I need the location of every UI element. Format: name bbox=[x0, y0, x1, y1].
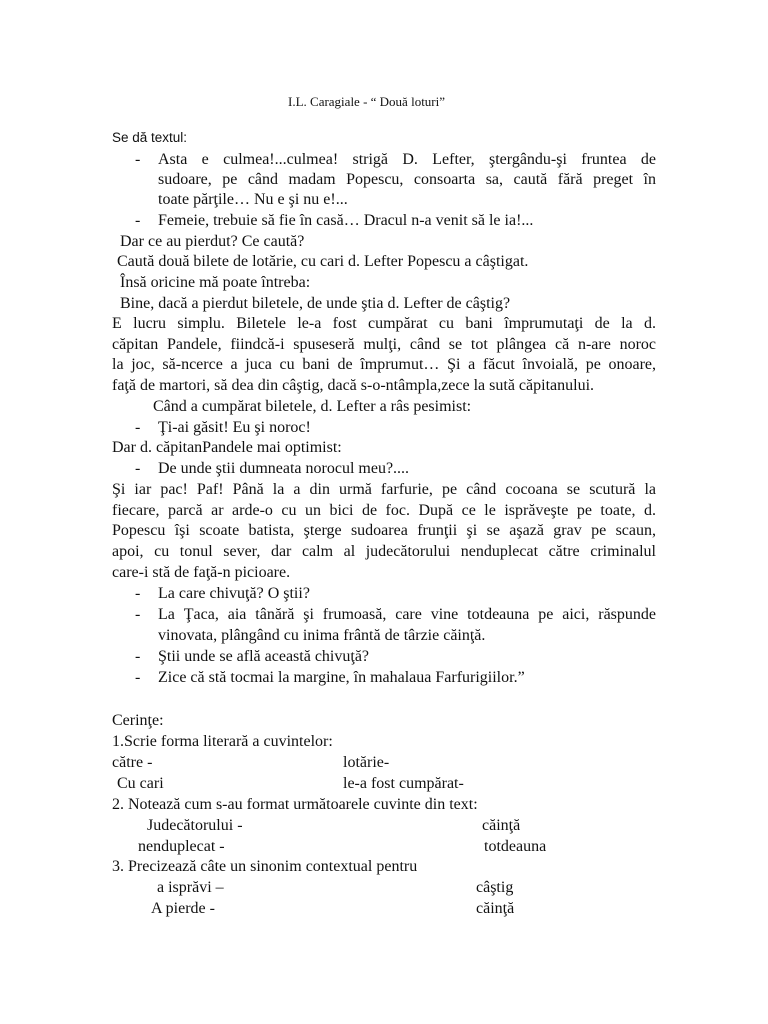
paragraph-line: faţă de martori, să dea din câştig, dacă s-o-ntâmpla,zece la sută căpitanului. bbox=[112, 377, 595, 394]
paragraph-line: Popescu îşi scoate batista, şterge sudoarea frunţii şi se aşază grav pe scaun, bbox=[112, 522, 656, 539]
dialogue-dash: - bbox=[135, 460, 141, 477]
paragraph-line: Când a cumpărat biletele, d. Lefter a râs pesimist: bbox=[153, 398, 472, 415]
dialogue-line: Ţi-ai găsit! Eu şi noroc! bbox=[158, 419, 311, 436]
task-item: A pierde - bbox=[151, 900, 215, 917]
dialogue-line: Zice că stă tocmai la margine, în mahalaua Farfurigiilor.” bbox=[158, 669, 525, 686]
task-item: lotărie- bbox=[343, 754, 390, 771]
task-3: 3. Precizează câte un sinonim contextual pentru bbox=[112, 858, 418, 875]
dialogue-line: vinovata, plângând cu inima frântă de târzie căinţă. bbox=[158, 627, 486, 644]
task-item: Judecătorului - bbox=[147, 817, 243, 834]
dialogue-dash: - bbox=[135, 585, 141, 602]
paragraph-line: Şi iar pac! Paf! Până la a din urmă farfurie, pe când cocoana se scutură la bbox=[112, 481, 656, 498]
paragraph-line: Dar d. căpitanPandele mai optimist: bbox=[112, 439, 342, 456]
task-item: câştig bbox=[476, 879, 514, 896]
dialogue-dash: - bbox=[135, 669, 141, 686]
task-2: 2. Notează cum s-au format următoarele cuvinte din text: bbox=[112, 796, 478, 813]
task-item: le-a fost cumpărat- bbox=[343, 775, 464, 792]
paragraph-line: Dar ce au pierdut? Ce caută? bbox=[120, 233, 305, 250]
dialogue-dash: - bbox=[135, 648, 141, 665]
paragraph-line: E lucru simplu. Biletele le-a fost cumpărat cu bani împrumutaţi de la d. bbox=[112, 315, 656, 332]
dialogue-line: Asta e culmea!...culmea! strigă D. Lefter, ştergându-şi fruntea de bbox=[158, 151, 656, 168]
dialogue-dash: - bbox=[135, 419, 141, 436]
paragraph-line: căpitan Pandele, fiindcă-i spuseseră mulţi, când se tot plângea că n-are noroc bbox=[112, 336, 656, 353]
paragraph-line: apoi, cu tonul sever, dar calm al judecătorului nenduplecat către criminalul bbox=[112, 543, 656, 560]
dialogue-line: Femeie, trebuie să fie în casă… Dracul n-a venit să le ia!... bbox=[158, 212, 534, 229]
task-item: Cu cari bbox=[117, 775, 164, 792]
document-title: I.L. Caragiale - “ Două loturi” bbox=[288, 94, 446, 109]
paragraph-line: fiecare, parcă ar arde-o cu un bici de foc. După ce le isprăveşte pe toate, d. bbox=[112, 502, 656, 519]
task-item: către - bbox=[112, 754, 153, 771]
dialogue-line: La Ţaca, aia tânără şi frumoasă, care vine totdeauna pe aici, răspunde bbox=[158, 606, 656, 623]
paragraph-line: Bine, dacă a pierdut biletele, de unde ştia d. Lefter de câştig? bbox=[120, 295, 511, 312]
dialogue-line: La care chivuţă? O ştii? bbox=[158, 585, 310, 602]
paragraph-line: Caută două bilete de lotărie, cu cari d. Lefter Popescu a câştigat. bbox=[117, 253, 529, 270]
dialogue-line: toate părţile… Nu e şi nu e!... bbox=[158, 191, 348, 208]
paragraph-line: Însă oricine mă poate întreba: bbox=[120, 274, 311, 291]
dialogue-dash: - bbox=[135, 151, 141, 168]
intro-label: Se dă textul: bbox=[112, 130, 188, 145]
task-item: căinţă bbox=[482, 817, 521, 834]
tasks-heading: Cerinţe: bbox=[112, 712, 164, 729]
dialogue-line: sudoare, pe când madam Popescu, consoarta sa, caută fără preget în bbox=[158, 171, 656, 188]
dialogue-line: Ştii unde se află această chivuţă? bbox=[158, 648, 370, 665]
dialogue-line: De unde ştii dumneata norocul meu?.... bbox=[158, 460, 410, 477]
task-item: totdeauna bbox=[484, 838, 547, 855]
dialogue-dash: - bbox=[135, 212, 141, 229]
dialogue-dash: - bbox=[135, 606, 141, 623]
task-item: căinţă bbox=[476, 900, 515, 917]
task-1: 1.Scrie forma literară a cuvintelor: bbox=[112, 733, 333, 750]
paragraph-line: la joc, să-ncerce a juca cu bani de împrumut… Şi a făcut învoială, pe onoare, bbox=[112, 356, 656, 373]
task-item: a isprăvi – bbox=[157, 879, 224, 896]
paragraph-line: care-i stă de faţă-n picioare. bbox=[112, 564, 291, 581]
task-item: nenduplecat - bbox=[138, 838, 225, 855]
